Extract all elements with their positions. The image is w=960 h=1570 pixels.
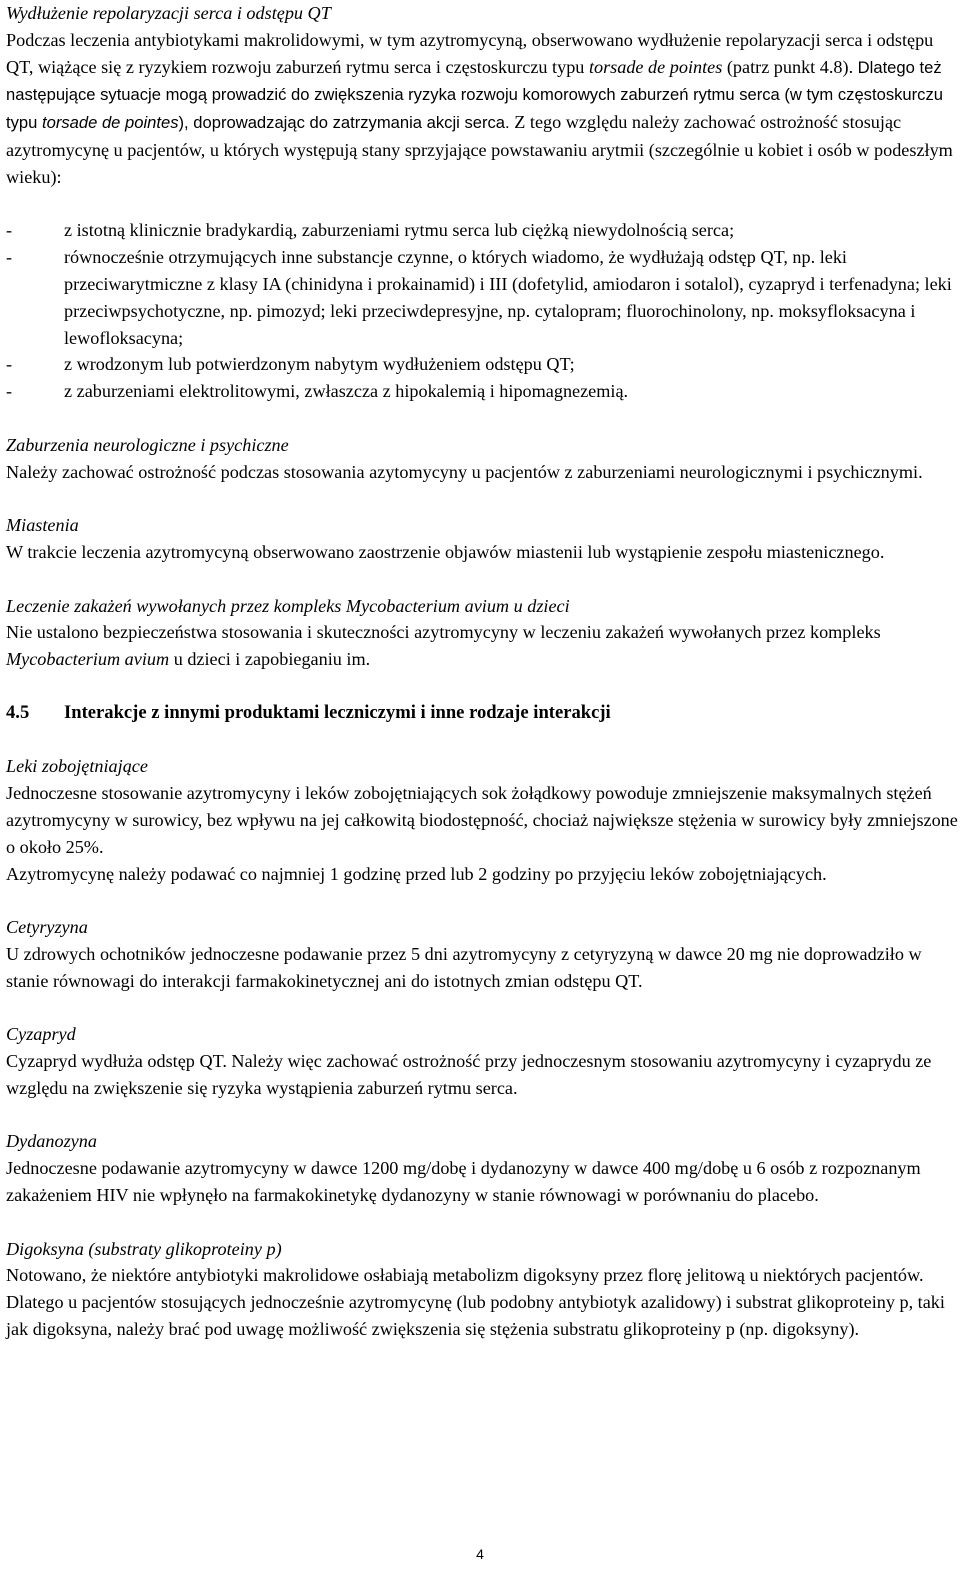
digoxin-text: Notowano, że niektóre antybiotyki makrolidowe osłabiają metabolizm digoksyny przez florę jelitową u niektórych pacjentów. Dlatego u pacjentów stosujących jednocześnie azytromycynę (lub podobny antybiotyk azalidowy) i substrat glikoproteiny p, taki jak digoksyna, należy brać pod uwagę możliwość zwiększenia się stężenia substratu glikoproteiny p (np. digoksyny). (6, 1265, 945, 1340)
section-4-5-heading (6, 700, 958, 727)
qt-paragraph (6, 27, 958, 191)
qt-bullet-4: - z zaburzeniami elektrolitowymi, zwłaszcza z hipokalemią i hipomagnezemią. (6, 381, 629, 402)
cetirizine-heading: Cetyryzyna (6, 917, 88, 938)
antacids-heading: Leki zobojętniające (6, 756, 148, 777)
neuro-heading: Zaburzenia neurologiczne i psychiczne (6, 434, 289, 455)
cisapride-text: Cyzapryd wydłuża odstęp QT. Należy więc zachować ostrożność przy jednoczesnym stosowaniu azytromycyny i cyzaprydu ze względu na zwiększenie się ryzyka wystąpienia zaburzeń rytmu serca. (6, 1051, 932, 1098)
miastenia-text: W trakcie leczenia azytromycyną obserwowano zaostrzenie objawów miastenii lub wystąpienie zespołu miastenicznego. (6, 541, 885, 562)
qt-text-5: Z tego względu należy zachować ostrożność stosując azytromycynę u pacjentów, u których występują stany sprzyjające powstawaniu arytmii (szczególnie u kobiet i osób w podeszłym wieku): (6, 112, 953, 187)
didanosine-text: Jednoczesne podawanie azytromycyny w dawce 1200 mg/dobę i dydanozyny w dawce 400 mg/dobę u 6 osób z rozpoznanym zakażeniem HIV nie wpłynęło na farmakokinetykę dydanozyny w stanie równowagi w porównaniu do placebo. (6, 1158, 921, 1206)
cisapride-heading: Cyzapryd (6, 1024, 76, 1045)
document-page (6, 0, 958, 1343)
qt-bullet-3: - z wrodzonym lub potwierdzonym nabytym wydłużeniem odstępu QT; (6, 354, 575, 375)
qt-text-tdp-2: torsade de pointes (41, 113, 179, 133)
didanosine-heading: Dydanozyna (6, 1131, 97, 1152)
qt-bullet-1: - z istotną klinicznie bradykardią, zaburzeniami rytmu serca lub ciężką niewydolnością serca; (6, 220, 735, 241)
mac-text: Nie ustalono bezpieczeństwa stosowania i skuteczności azytromycyny w leczeniu zakażeń wywołanych przez kompleks Mycobacterium avium u dzieci i zapobieganiu im. (6, 622, 881, 670)
miastenia-heading: Miastenia (6, 515, 79, 536)
section-number: 4.5 (6, 701, 30, 723)
qt-bullet-2: - równocześnie otrzymujących inne substancje czynne, o których wiadomo, że wydłużają odstęp QT, np. leki przeciwarytmiczne z klasy IA (chinidyna i prokainamid) i III (dofetylid, amiodaron i sotalol), cyzapryd i terfenadyna; leki przeciwpsychotyczne, np. pimozyd; leki przeciwdepresyjne, np. cytalopram; fluorochinolony, np. moksyfloksacyna i lewofloksacyna; (6, 247, 952, 348)
page-number: 4 (476, 1546, 484, 1562)
mac-heading: Leczenie zakażeń wywołanych przez kompleks Mycobacterium avium u dzieci (6, 595, 570, 616)
qt-text-2: (patrz punkt 4.8). (722, 56, 858, 77)
antacids-text-2: Azytromycynę należy podawać co najmniej 1 godzinę przed lub 2 godziny po przyjęciu leków zobojętniających. (6, 863, 827, 884)
antacids-text-1: Jednoczesne stosowanie azytromycyny i leków zobojętniających sok żołądkowy powoduje zmniejszenie maksymalnych stężeń azytromycyny w surowicy, bez wpływu na jej całkowitą biodostępność, chociaż największe stężenia w surowicy były zmniejszone o około 25%. (6, 783, 958, 857)
qt-text-1: Podczas leczenia antybiotykami makrolidowymi, w tym azytromycyną, obserwowano wydłużenie repolaryzacji serca i odstępu QT, wiążące się z ryzykiem rozwoju zaburzeń rytmu serca i częstoskurczu typu (6, 29, 934, 77)
neuro-text: Należy zachować ostrożność podczas stosowania azytomycyny u pacjentów z zaburzeniami neurologicznymi i psychicznymi. (6, 461, 923, 482)
cetirizine-text: U zdrowych ochotników jednoczesne podawanie przez 5 dni azytromycyny z cetyryzyną w dawce 20 mg nie doprowadziło w stanie równowagi do interakcji farmakokinetycznej ani do istotnych zmian odstępu QT. (6, 943, 922, 991)
qt-text-3: Dlatego też następujące sytuacje mogą prowadzić do zwiększenia ryzyka rozwoju komorowych zaburzeń rytmu serca (w tym częstoskurczu typu (6, 57, 943, 133)
qt-text-tdp-1: torsade de pointes (588, 56, 723, 77)
digoxin-heading: Digoksyna (substraty glikoproteiny p) (6, 1238, 282, 1259)
qt-heading: Wydłużenie repolaryzacji serca i odstępu QT (6, 3, 331, 23)
qt-text-4: ), doprowadzając do zatrzymania akcji serca. (178, 113, 515, 133)
section-title: Interakcje z innymi produktami leczniczymi i inne rodzaje interakcji (64, 701, 611, 723)
